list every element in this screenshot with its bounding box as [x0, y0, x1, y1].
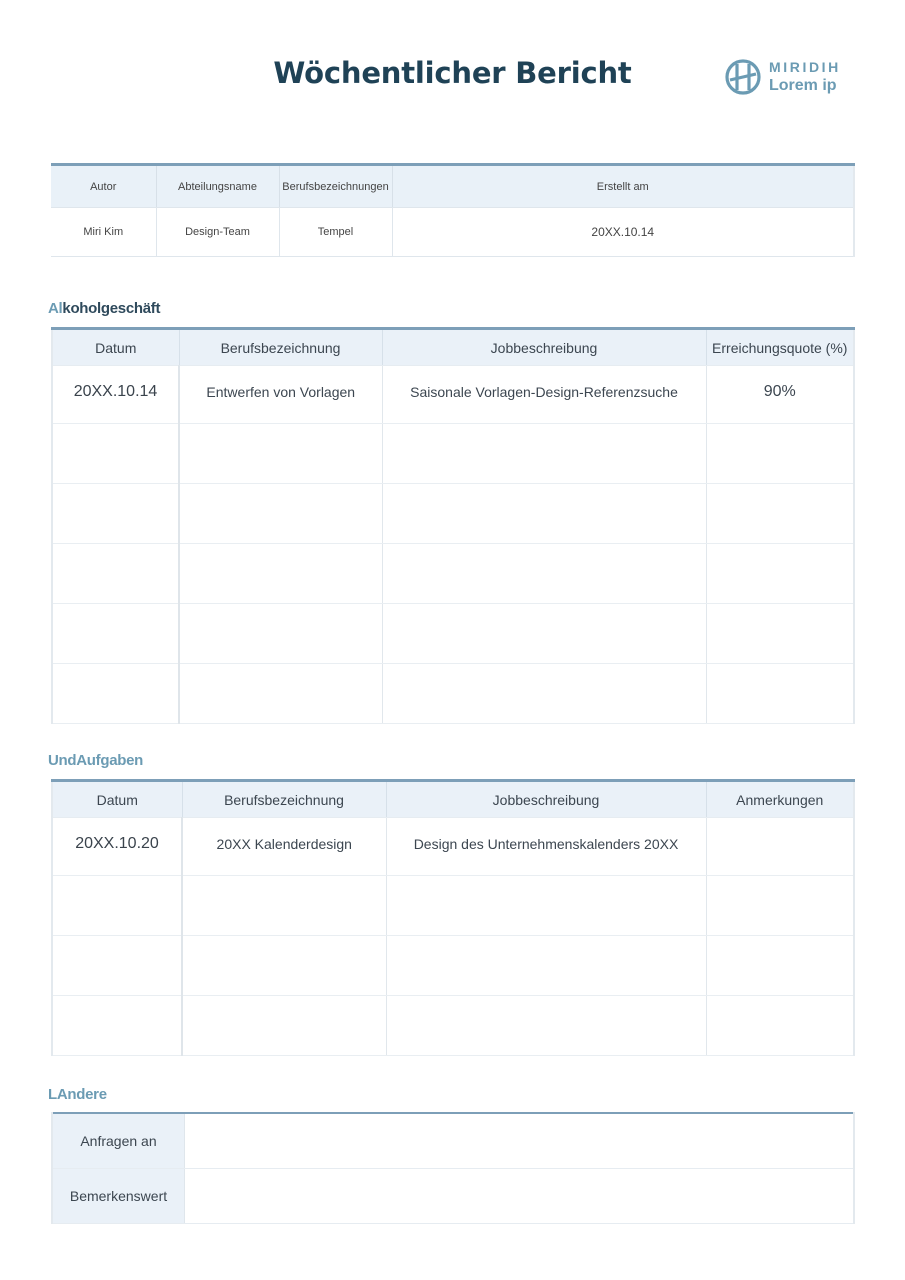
table-row	[52, 544, 854, 604]
table-row	[52, 604, 854, 664]
section-title-3: LAndere	[48, 1086, 107, 1103]
col-job-description: Jobbeschreibung	[382, 329, 706, 366]
table-row	[52, 876, 854, 936]
logo	[724, 58, 854, 98]
meta-author: Miri Kim	[51, 208, 156, 257]
cell-remarks	[706, 818, 854, 876]
cell-job-title: 20XX Kalenderdesign	[182, 818, 386, 876]
meta-value-row	[51, 208, 854, 257]
meta-header-job-titles: Berufsbezeichnungen	[279, 165, 392, 208]
col-job-title: Berufsbezeichnung	[182, 781, 386, 818]
logo-brand-text: MIRIDIH	[769, 59, 841, 75]
value-noteworthy	[185, 1169, 855, 1224]
label-noteworthy: Bemerkenswert	[52, 1169, 185, 1224]
section-title-1: Alkoholgeschäft	[48, 300, 161, 317]
cell-date: 20XX.10.20	[52, 818, 182, 876]
section1-table	[51, 327, 855, 724]
table-row	[52, 1169, 854, 1224]
meta-header-row	[51, 165, 854, 208]
table-row	[52, 424, 854, 484]
section1-header-row	[52, 329, 854, 366]
meta-header-created: Erstellt am	[392, 165, 854, 208]
cell-date: 20XX.10.14	[52, 366, 179, 424]
col-achievement-rate: Erreichungsquote (%)	[706, 329, 854, 366]
meta-job-title: Tempel	[279, 208, 392, 257]
cell-job-title: Entwerfen von Vorlagen	[179, 366, 382, 424]
col-job-description: Jobbeschreibung	[386, 781, 706, 818]
meta-header-department: Abteilungsname	[156, 165, 279, 208]
section3-table	[51, 1112, 855, 1224]
col-job-title: Berufsbezeichnung	[179, 329, 382, 366]
table-row	[52, 366, 854, 424]
section2-table	[51, 779, 855, 1056]
col-date: Datum	[52, 781, 182, 818]
table-row	[52, 1113, 854, 1169]
table-row	[52, 484, 854, 544]
table-row	[52, 818, 854, 876]
section-title-2: UndAufgaben	[48, 752, 144, 769]
table-row	[52, 996, 854, 1056]
meta-department: Design-Team	[156, 208, 279, 257]
cell-job-description: Saisonale Vorlagen-Design-Referenzsuche	[382, 366, 706, 424]
miridih-logo-icon	[724, 58, 762, 96]
value-requests-to	[185, 1113, 855, 1169]
section2-header-row	[52, 781, 854, 818]
cell-job-description: Design des Unternehmenskalenders 20XX	[386, 818, 706, 876]
cell-achievement-rate: 90%	[706, 366, 854, 424]
meta-header-author: Autor	[51, 165, 156, 208]
meta-table	[51, 163, 855, 257]
label-requests-to: Anfragen an	[52, 1113, 185, 1169]
meta-created-date: 20XX.10.14	[392, 208, 854, 257]
table-row	[52, 936, 854, 996]
col-date: Datum	[52, 329, 179, 366]
col-remarks: Anmerkungen	[706, 781, 854, 818]
table-row	[52, 664, 854, 724]
logo-sub-text: Lorem ip	[769, 77, 837, 94]
page-title: Wöchentlicher Bericht	[273, 56, 632, 90]
